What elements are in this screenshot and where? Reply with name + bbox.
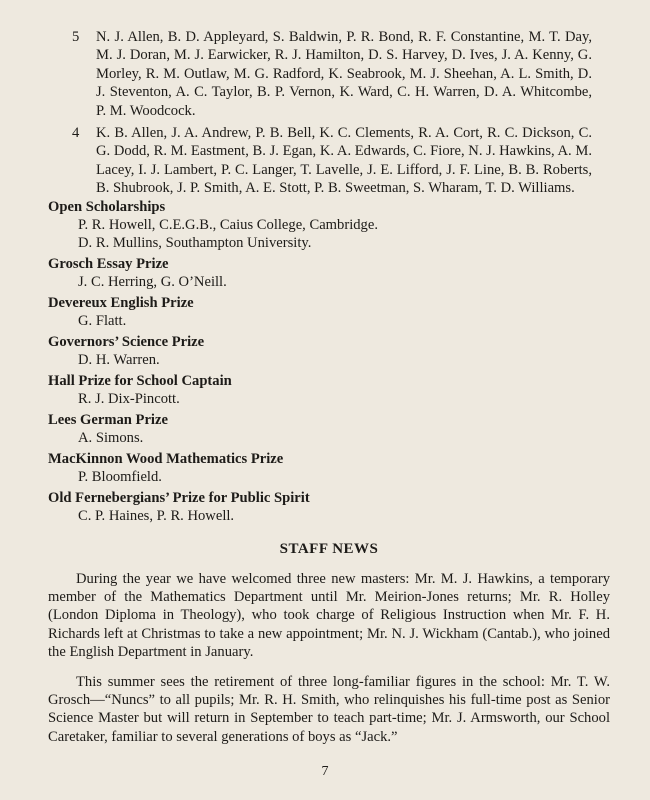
- prize-entry: [48, 294, 608, 330]
- prize-entry: [48, 411, 608, 447]
- prize-winner: P. R. Howell, C.E.G.B., Caius College, Cambridge.: [78, 217, 378, 233]
- grade-entry: [72, 28, 592, 120]
- prize-entry: [48, 450, 608, 486]
- prize-winner: P. Bloomfield.: [78, 469, 162, 485]
- prize-title: Grosch Essay Prize: [48, 256, 169, 272]
- prize-list: [48, 198, 608, 528]
- grade-names: K. B. Allen, J. A. Andrew, P. B. Bell, K. C. Clements, R. A. Cort, R. C. Dickson, C. G. Dodd, R. M. Eastment, B. J. Egan, K. A. Edwards, C. Fiore, N. J. Hawkins, A. M. Lacey, I. J. Lambert, P. C. Langer, T. Lavelle, J. E. Lifford, J. F. Line, B. B. Roberts, B. Shubrook, J. P. Smith, A. E. Stott, P. B. Sweetman, S. Wharam, T. D. Williams.: [96, 125, 592, 197]
- prize-winner: R. J. Dix-Pincott.: [78, 391, 180, 407]
- prize-title: Hall Prize for School Captain: [48, 373, 232, 389]
- grade-list: [72, 28, 592, 202]
- prize-title: Lees German Prize: [48, 412, 168, 428]
- prize-title: Open Scholarships: [48, 199, 166, 215]
- prize-entry: [48, 255, 608, 291]
- prize-winner: J. C. Herring, G. O’Neill.: [78, 274, 227, 290]
- prize-winner: D. R. Mullins, Southampton University.: [78, 235, 312, 251]
- section-heading: STAFF NEWS: [279, 541, 379, 557]
- page-number: 7: [321, 764, 329, 779]
- paragraph: This summer sees the retirement of three long-familiar figures in the school: Mr. T. W. Grosch—“Nuncs” to all pupils; Mr. R. H. Smith, who relinquishes his full-time post as Senior Science Master but will return in September to teach part-time; Mr. J. Armsworth, our School Caretaker, familiar to several generations of boys as “Jack.”: [48, 674, 610, 745]
- prize-entry: [48, 333, 608, 369]
- prize-winner: D. H. Warren.: [78, 352, 160, 368]
- prize-entry: [48, 198, 608, 252]
- prize-entry: [48, 489, 608, 525]
- prize-winner: C. P. Haines, P. R. Howell.: [78, 508, 235, 524]
- grade-entry: [72, 124, 592, 198]
- prize-title: Governors’ Science Prize: [48, 334, 205, 350]
- grade-names: N. J. Allen, B. D. Appleyard, S. Baldwin, P. R. Bond, R. F. Constantine, M. T. Day, M. J. Doran, M. J. Earwicker, R. J. Hamilton, D. S. Harvey, D. Ives, J. A. Kenny, G. Morley, R. M. Outlaw, M. G. Radford, K. Seabrook, M. J. Sheehan, A. L. Smith, D. J. Steventon, A. C. Taylor, B. P. Vernon, K. Ward, C. H. Warren, D. A. Whitcombe, P. M. Woodcock.: [96, 29, 592, 119]
- paragraph: During the year we have welcomed three new masters: Mr. M. J. Hawkins, a temporary member of the Mathematics Department until Mr. Meirion-Jones returns; Mr. R. Holley (London Diploma in Theology), who took charge of Religious Instruction when Mr. F. H. Richards left at Christmas to take a new appointment; Mr. N. J. Wickham (Cantab.), who joined the English Department in January.: [48, 571, 610, 660]
- prize-winner: A. Simons.: [78, 430, 144, 446]
- prize-title: Old Fernebergians’ Prize for Public Spirit: [48, 490, 310, 506]
- grade-number: 4: [72, 125, 80, 142]
- grade-number: 5: [72, 29, 80, 45]
- prize-title: Devereux English Prize: [48, 295, 194, 311]
- staff-news-section: [48, 540, 610, 758]
- prize-winner: G. Flatt.: [78, 313, 127, 329]
- prize-title: MacKinnon Wood Mathematics Prize: [48, 451, 284, 467]
- prize-entry: [48, 372, 608, 408]
